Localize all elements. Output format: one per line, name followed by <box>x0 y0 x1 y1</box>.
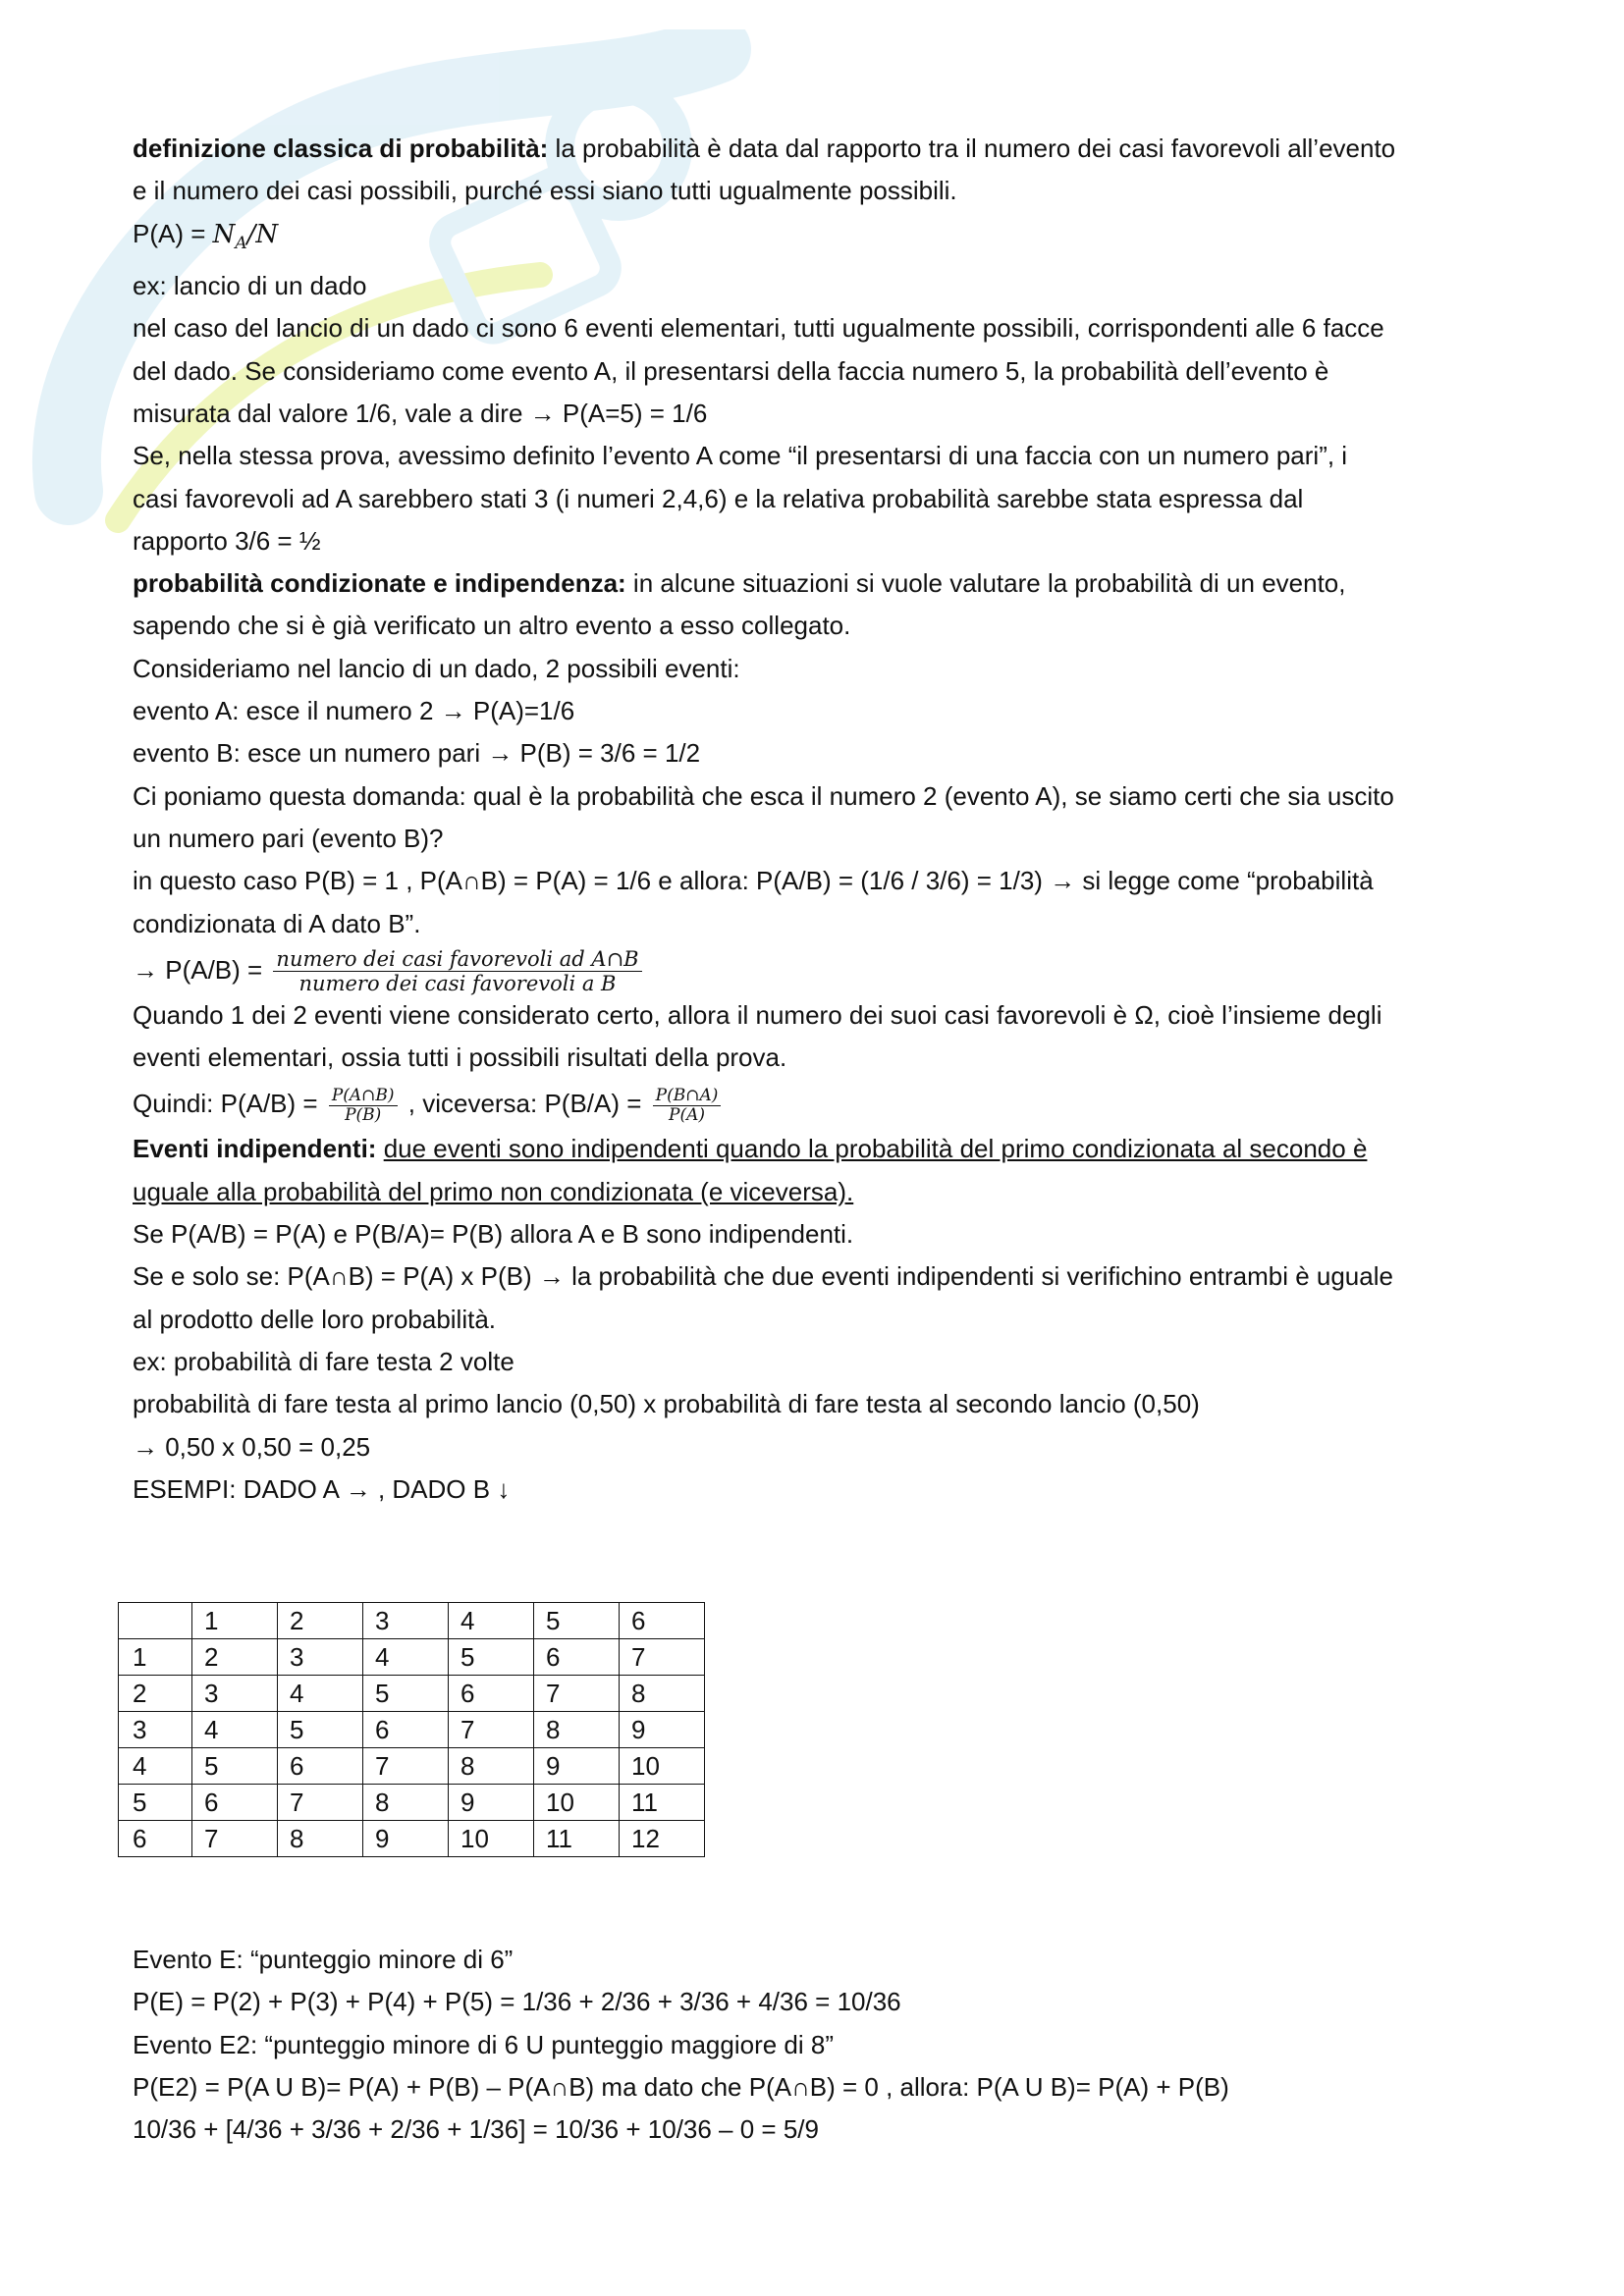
table-cell: 10 <box>449 1821 534 1857</box>
table-cell: 6 <box>119 1821 192 1857</box>
table-header-row <box>119 1603 705 1639</box>
table-cell: 3 <box>119 1712 192 1748</box>
conditional-formula: → P(A/B) = $\frac{\text{numero dei casi favorevoli ad A∩B}}{\text{numero dei casi favorevoli a B}}$ <box>133 945 1507 994</box>
section1-intro: definizione classica di probabilità: la probabilità è data dal rapporto tra il numero dei casi favorevoli all’evento <box>133 133 1396 163</box>
table-cell: 9 <box>363 1821 449 1857</box>
table-cell: 4 <box>449 1603 534 1639</box>
table-row <box>119 1748 705 1785</box>
table-row <box>119 1639 705 1676</box>
table-row <box>119 1785 705 1821</box>
table-cell: 7 <box>449 1712 534 1748</box>
table-cell: 2 <box>119 1676 192 1712</box>
classical-formula: $P(A) = N_A/N$ <box>133 218 279 253</box>
table-cell <box>119 1603 192 1639</box>
table-cell: 8 <box>620 1676 705 1712</box>
table-cell: 6 <box>278 1748 363 1785</box>
section4: Evento E: “punteggio minore di 6” P(E) = P(2) + P(3) + P(4) + P(5) = 1/36 + 2/36 + 3/36 + 4/36 = 10/36 Evento E2: “punteggio minore di 6 U punteggio maggiore di 8” P(E2) = P(A U B)= P(A) + P(B) – P(A∩B) ma dato che P(A∩B) = 0 , allora: P(A U B)= P(A) + P(B) 10/36 + [4/36 + 3/36 + 2/36 + 1/36] = 10/36 + 10/36 – 0 = 5/9 <box>133 1945 1229 2145</box>
table-cell: 3 <box>278 1639 363 1676</box>
table-cell: 5 <box>363 1676 449 1712</box>
table-cell: 5 <box>119 1785 192 1821</box>
table-cell: 8 <box>449 1748 534 1785</box>
document-body: definizione classica di probabilità: la probabilità è data dal rapporto tra il numero dei casi favorevoli all’evento e il numero dei casi possibili, purché essi siano tutti ugualmente possibili. $P(A) = N_A/N$ ex: lancio di un dado nel caso del lancio di un dado ci sono 6 eventi elementari, tutti ugualmente possibili, corrispondenti alle 6 facce del dado. Se consideriamo come evento A, il presentarsi della faccia numero 5, la probabilità dell’evento è misurata dal valore 1/6, vale a dire → P(A=5) = 1/6 Se, nella stessa prova, avessimo definito l’evento A come “il presentarsi di una faccia con un numero pari”, i casi favorevoli ad A sarebbero stati 3 (i numeri 2,4,6) e la relativa probabilità sarebbe stata espressa dal rapporto 3/6 = ½ probabilità condizionate e indipendenza: in alcune situazioni si vuole valutare la probabilità di un evento, sapendo che si è già verificato un altro evento a esso collegato. Consideriamo nel lancio di un dado, 2 possibili eventi: evento A: esce il numero 2 → P(A)=1/6 evento B: esce un numero pari → P(B) = 3/6 = 1/2 Ci poniamo questa domanda: qual è la probabilità che esca il numero 2 (evento A), se siamo certi che sia uscito un numero pari (evento B)? in questo caso P(B) = 1 , P(A∩B) = P(A) = 1/6 e allora: P(A/B) = (1/6 / 3/6) = 1/3) → si legge come “probabilità condizionata di A dato B”. → P(A/B) = $\frac{\text{numero dei casi favorevoli ad A∩B}}{\text{numero dei casi favorevoli a B}}$ Quando 1 dei 2 eventi viene considerato certo, allora il numero dei suoi casi favorevoli è Ω, cioè l’insieme degli eventi elementari, ossia tutti i possibili risultati della prova. Quindi: P(A/B) = $\frac{P(A\cap B)}{P(B)}$ , viceversa: P(B/A) = $\frac{P(B\cap A)}{P(A)}$ Eventi indipendenti: due eventi sono indipendenti quando la probabilità del primo condizionata al secondo è uguale alla probabilità del primo non condizionata (e viceversa). Se P(A/B) = P(A) e P(B/A)= P(B) allora A e B sono indipendenti. Se e solo se: P(A∩B) = P(A) x P(B) → la probabilità che due eventi indipendenti si verifichino entrambi è uguale al prodotto delle loro probabilità. ex: probabilità di fare testa 2 volte probabilità di fare testa al primo lancio (0,50) x probabilità di fare testa al secondo lancio (0,50) → 0,50 x 0,50 = 0,25 ESEMPI: DADO A → , DADO B ↓ <box>133 128 1507 1511</box>
table-cell: 8 <box>363 1785 449 1821</box>
table-cell: 1 <box>119 1639 192 1676</box>
table-cell: 9 <box>449 1785 534 1821</box>
table-cell: 12 <box>620 1821 705 1857</box>
section2-intro: probabilità condizionate e indipendenza: in alcune situazioni si vuole valutare la probabilità di un evento, <box>133 568 1346 599</box>
table-cell: 10 <box>620 1748 705 1785</box>
table-cell: 8 <box>278 1821 363 1857</box>
table-cell: 11 <box>534 1821 620 1857</box>
table-cell: 10 <box>534 1785 620 1821</box>
table-cell: 2 <box>278 1603 363 1639</box>
section3-definition: Eventi indipendenti: due eventi sono indipendenti quando la probabilità del primo condizionata al secondo è <box>133 1134 1368 1164</box>
heading-classical-probability: definizione classica di probabilità: <box>133 133 549 163</box>
table-cell: 6 <box>620 1603 705 1639</box>
table-cell: 3 <box>363 1603 449 1639</box>
table-cell: 2 <box>192 1639 278 1676</box>
table-cell: 4 <box>119 1748 192 1785</box>
table-cell: 7 <box>620 1639 705 1676</box>
table-cell: 4 <box>363 1639 449 1676</box>
table-cell: 4 <box>192 1712 278 1748</box>
table-cell: 3 <box>192 1676 278 1712</box>
heading-independent-events: Eventi indipendenti: <box>133 1134 377 1164</box>
table-cell: 6 <box>534 1639 620 1676</box>
table-cell: 5 <box>192 1748 278 1785</box>
table-row <box>119 1712 705 1748</box>
fraction: $\frac{P(B\cap A)}{P(A)}$ <box>653 1087 722 1126</box>
table-cell: 7 <box>278 1785 363 1821</box>
table-cell: 5 <box>278 1712 363 1748</box>
quindi-formula: Quindi: P(A/B) = $\frac{P(A\cap B)}{P(B)}$ , viceversa: P(B/A) = $\frac{P(B\cap A)}{P(A)}$ <box>133 1079 1507 1128</box>
table-cell: 4 <box>278 1676 363 1712</box>
table-row <box>119 1821 705 1857</box>
fraction: $\frac{P(A\cap B)}{P(B)}$ <box>329 1087 398 1126</box>
table-cell: 7 <box>534 1676 620 1712</box>
table-row <box>119 1676 705 1712</box>
table-cell: 6 <box>449 1676 534 1712</box>
table-cell: 5 <box>449 1639 534 1676</box>
table-cell: 6 <box>363 1712 449 1748</box>
fraction: $\frac{\text{numero dei casi favorevoli ad A∩B}}{\text{numero dei casi favorevoli a B}}$ <box>273 947 641 995</box>
table-cell: 9 <box>620 1712 705 1748</box>
table-cell: 8 <box>534 1712 620 1748</box>
table-cell: 6 <box>192 1785 278 1821</box>
table-cell: 7 <box>363 1748 449 1785</box>
dice-sum-table <box>118 1602 705 1857</box>
table-cell: 5 <box>534 1603 620 1639</box>
heading-conditional-probability: probabilità condizionate e indipendenza: <box>133 568 626 599</box>
table-cell: 1 <box>192 1603 278 1639</box>
table-cell: 9 <box>534 1748 620 1785</box>
table-cell: 11 <box>620 1785 705 1821</box>
table-cell: 7 <box>192 1821 278 1857</box>
